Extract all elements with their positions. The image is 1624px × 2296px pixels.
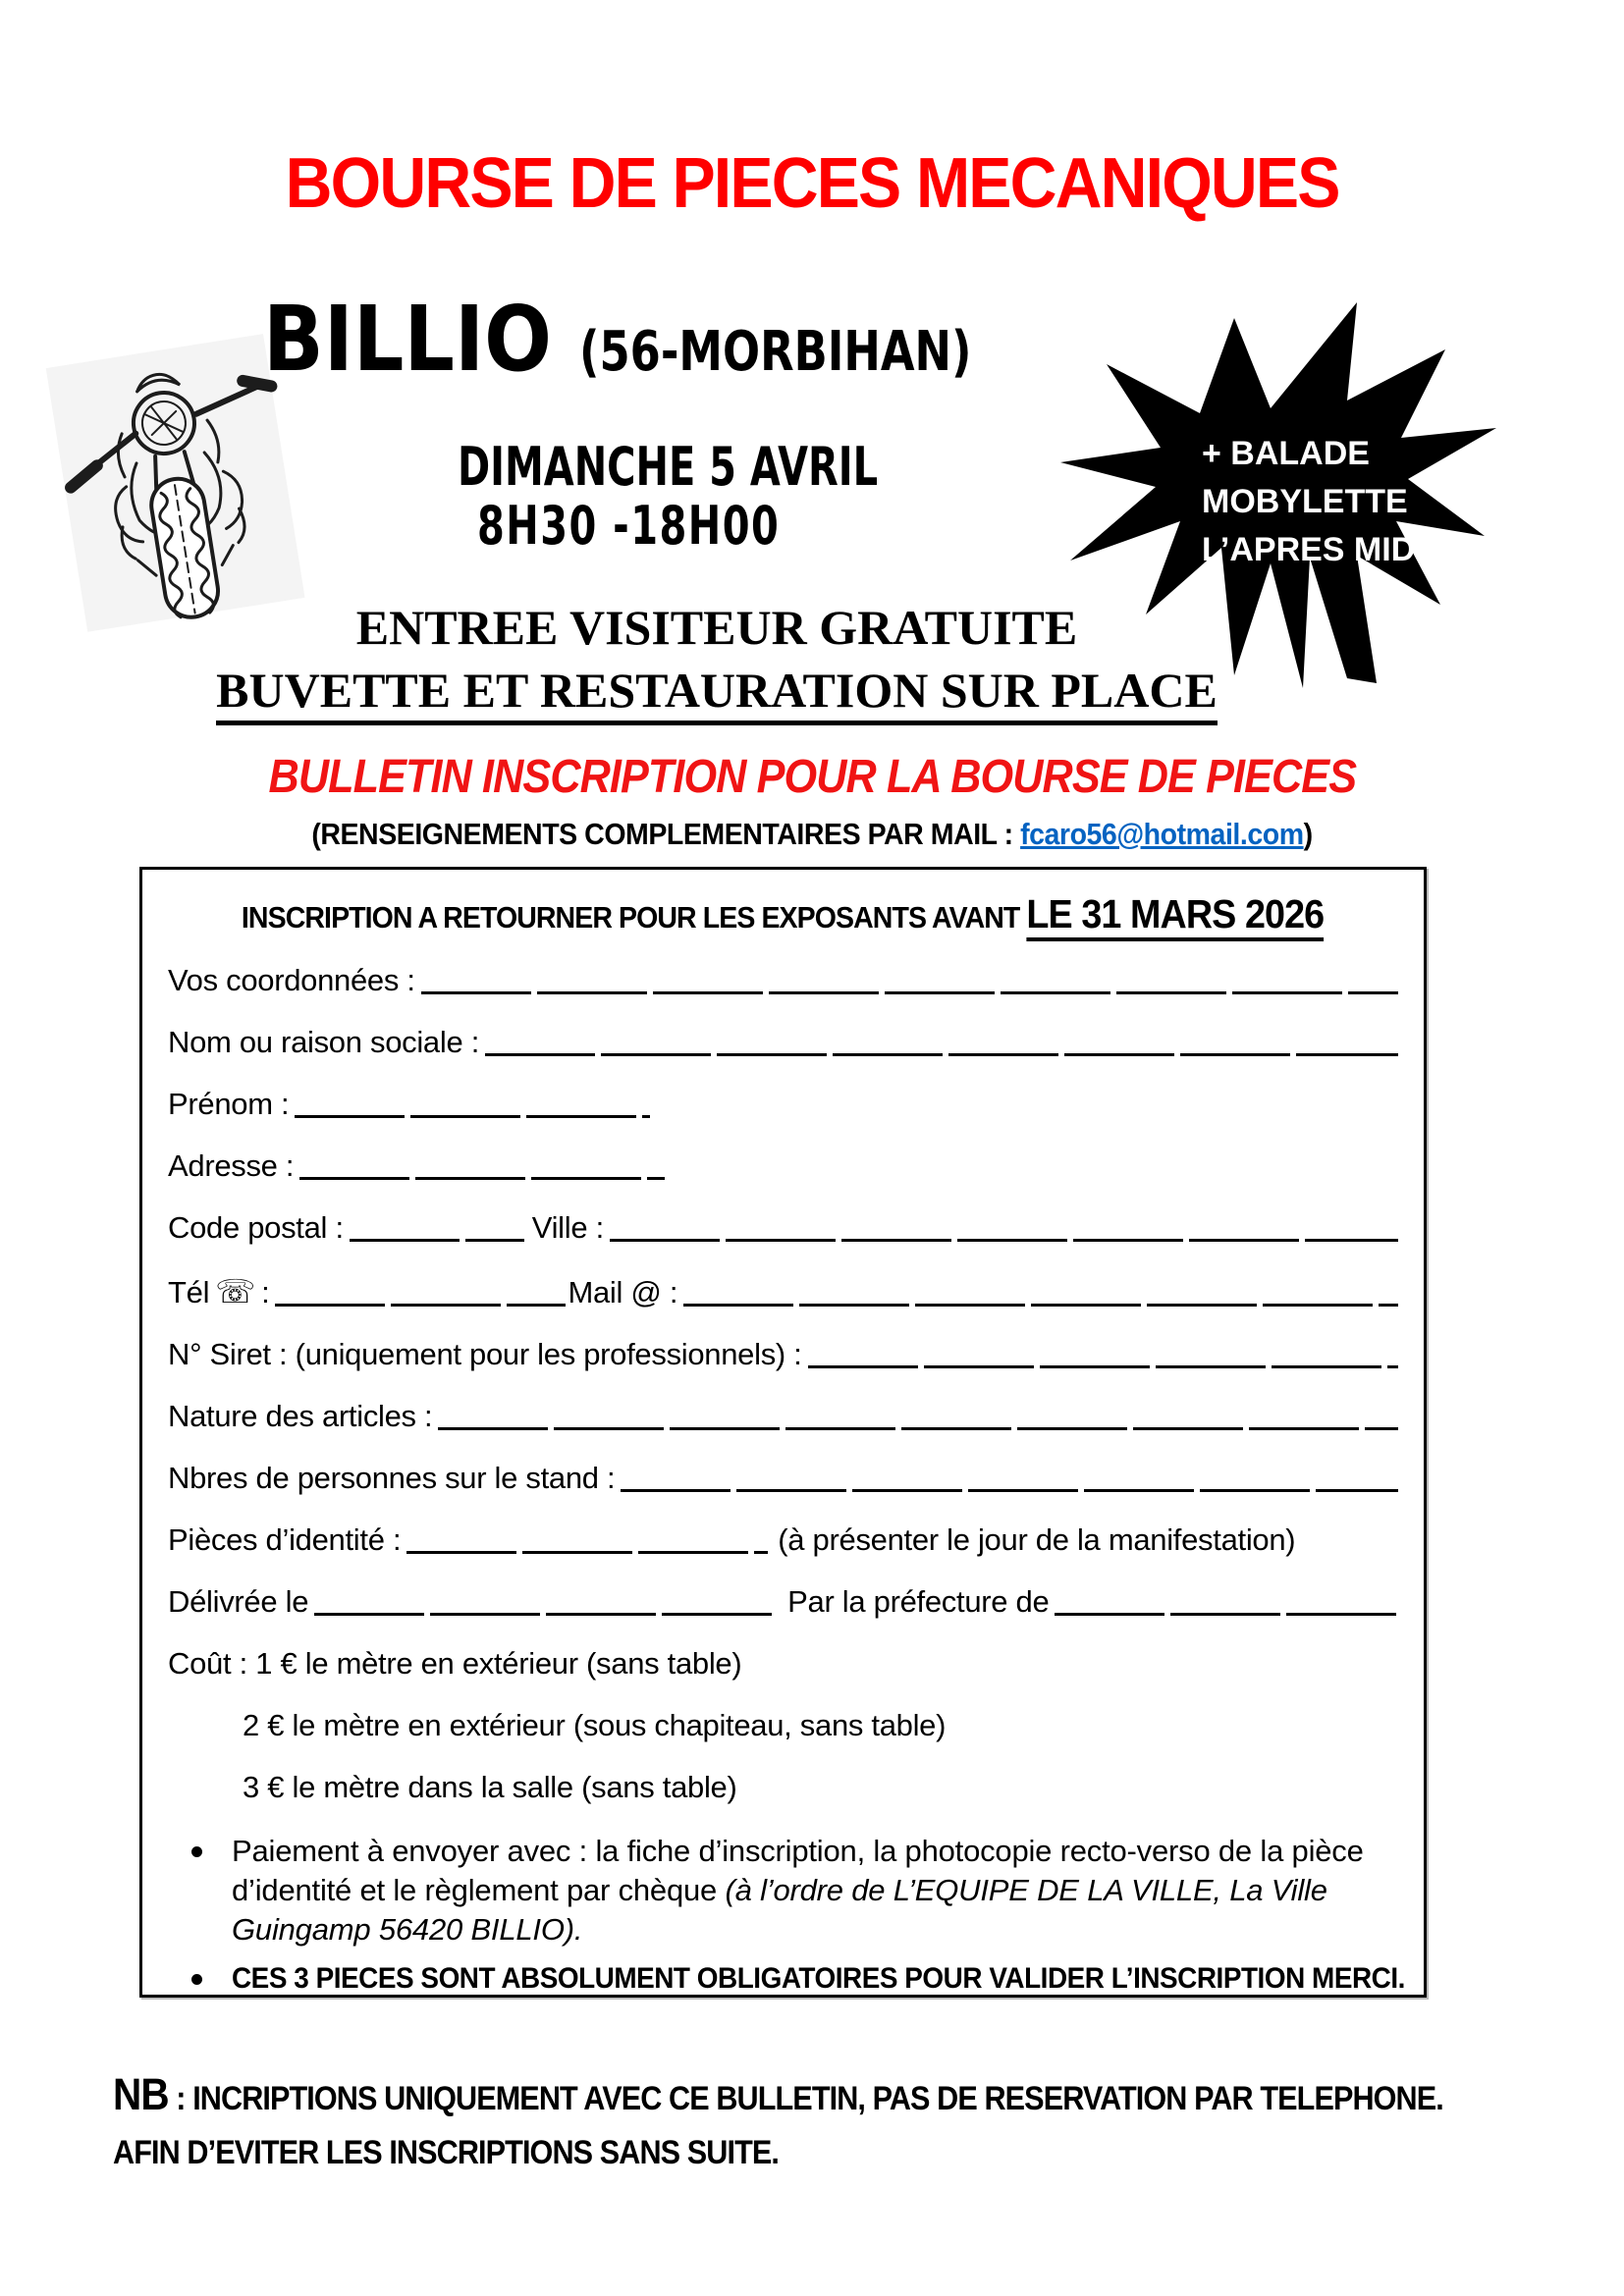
field-row-siret [168,1337,1398,1372]
field-row-tel-mail [168,1272,1398,1310]
refreshments-line: BUVETTE ET RESTAURATION SUR PLACE [216,662,1218,725]
starburst-line: L’APRES MIDI [1202,531,1425,568]
field-label: Tél [168,1275,210,1309]
bullet-icon [191,1974,202,1985]
form-header [168,891,1398,937]
contact-email-link[interactable]: fcaro56@hotmail.com [1020,817,1304,851]
nb-text-1: INCRIPTIONS UNIQUEMENT AVEC CE BULLETIN, PAS DE RESERVATION PAR TELEPHONE. [192,2080,1443,2117]
field-label: Nbres de personnes sur le stand : [168,1461,616,1495]
entry-info [0,599,1434,725]
nb-line-1 [113,2069,1443,2120]
price-text: 2 € le mètre en extérieur (sous chapiteau, sans table) [243,1708,947,1742]
input-line-adresse[interactable] [299,1177,665,1180]
field-suffix: (à présenter le jour de la manifestation) [778,1522,1296,1557]
starburst-line: MOBYLETTE [1202,483,1408,520]
field-label: Adresse : [168,1148,295,1183]
page-title-wrap [39,143,1585,224]
input-line-prenom[interactable] [295,1115,650,1118]
location-line [263,287,1069,392]
form-deadline: LE 31 MARS 2026 [1027,891,1325,941]
contact-wrap [0,817,1624,852]
input-line-piece-identite[interactable] [406,1551,768,1554]
starburst-text [1202,430,1425,574]
nb-separator: : [168,2080,193,2117]
price-text: 3 € le mètre dans la salle (sans table) [243,1770,737,1804]
input-line-delivree-le[interactable] [314,1613,778,1616]
bullet-text-bold: CES 3 PIECES SONT ABSOLUMENT OBLIGATOIRES POUR VALIDER L’INSCRIPTION MERCI. [232,1962,1405,1995]
input-line-siret[interactable] [808,1365,1398,1368]
price-line-3 [168,1770,1398,1805]
input-line-code-postal[interactable] [350,1239,524,1242]
nb-prefix: NB [113,2069,169,2119]
entry-free-line: ENTREE VISITEUR GRATUITE [355,600,1078,655]
input-line-nb-personnes[interactable] [621,1489,1398,1492]
input-line-raison-sociale[interactable] [485,1053,1398,1056]
bulletin-title: BULLETIN INSCRIPTION POUR LA BOURSE DE PIECES [268,751,1356,803]
input-line-nature-articles[interactable] [438,1427,1398,1430]
location-city: BILLIO [263,287,552,392]
input-line-tel[interactable] [275,1304,566,1307]
field-row-adresse [168,1148,1398,1184]
field-label: Nom ou raison sociale : [168,1025,480,1059]
field-label: Mail @ : [568,1275,678,1309]
field-label: Vos coordonnées : [168,963,415,997]
field-row-coordonnees [168,963,1398,998]
field-label: N° Siret : (uniquement pour les professionnels) : [168,1337,802,1371]
registration-form-box [139,867,1427,1998]
field-label: Délivrée le [168,1584,309,1619]
bulletin-title-wrap [0,750,1624,804]
event-date: DIMANCHE 5 AVRIL [458,436,879,498]
location-department: (56-MORBIHAN) [578,320,972,384]
input-line-mail[interactable] [683,1304,1398,1307]
starburst-line: + BALADE [1202,435,1370,472]
field-label: Ville : [531,1210,604,1245]
bullet-text-italic: (à l’ordre de L’EQUIPE DE LA VILLE, La Ville Guingamp 56420 BILLIO). [232,1873,1327,1947]
nb-note [113,2069,1586,2172]
input-line-prefecture[interactable] [1055,1613,1398,1616]
contact-prefix: (RENSEIGNEMENTS COMPLEMENTAIRES PAR MAIL : [311,817,1021,851]
field-row-prenom [168,1087,1398,1122]
field-row-delivree [168,1584,1398,1620]
field-label-colon: : [261,1275,270,1309]
field-row-piece-identite [168,1522,1398,1558]
contact-suffix: ) [1303,817,1313,851]
price-text: Coût : 1 € le mètre en extérieur (sans table) [168,1646,742,1681]
price-line-2 [168,1708,1398,1743]
bullet-icon [191,1846,202,1857]
phone-icon: ☏ [215,1272,256,1310]
field-label: Code postal : [168,1210,344,1245]
field-label: Nature des articles : [168,1399,433,1433]
input-line-coordonnees[interactable] [421,991,1398,994]
contact-line [311,817,1312,852]
page-title: BOURSE DE PIECES MECANIQUES [285,144,1339,223]
nb-line-2: AFIN D’EVITER LES INSCRIPTIONS SANS SUITE. [113,2134,779,2171]
form-header-text: INSCRIPTION A RETOURNER POUR LES EXPOSANTS AVANT [242,900,1027,934]
bullet-text [232,1832,1390,1949]
price-line-1 [168,1646,1398,1682]
input-line-ville[interactable] [610,1239,1398,1242]
bullet-item-obligatoire [168,1959,1405,1999]
bullet-text-normal: Paiement à envoyer avec : la fiche d’inscription, la photocopie recto-verso de la pièce d’identité et le règlement par chèque [232,1834,1364,1907]
field-row-nb-personnes [168,1461,1398,1496]
event-hours: 8H30 -18H00 [477,495,781,557]
bullet-list [168,1832,1405,1999]
bullet-item-paiement [168,1832,1398,1949]
field-row-raison-sociale [168,1025,1398,1060]
field-label: Pièces d’identité : [168,1522,402,1557]
field-row-nature-articles [168,1399,1398,1434]
field-row-code-postal-ville [168,1210,1398,1246]
field-label: Prénom : [168,1087,290,1121]
field-label: Par la préfecture de [787,1584,1050,1619]
